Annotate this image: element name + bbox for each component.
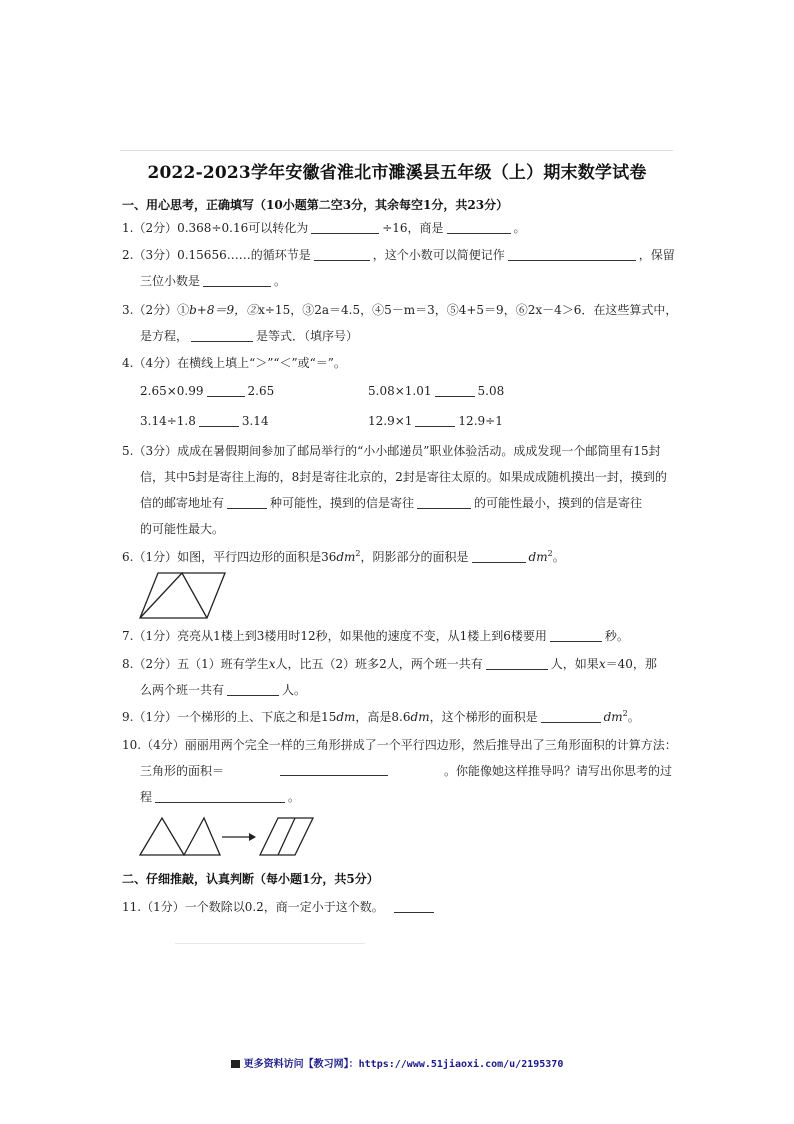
question-1: 1.（2分）0.368÷0.16可以转化为 ÷16，商是 。 bbox=[122, 221, 526, 235]
blank[interactable] bbox=[508, 248, 636, 261]
page-title: 2022-2023学年安徽省淮北市濉溪县五年级（上）期末数学试卷 bbox=[147, 163, 647, 183]
question-6: 6.（1分）如图，平行四边形的面积是$36dm^2$，阴影部分的面积是 $dm^2$。 bbox=[122, 549, 565, 564]
blank[interactable] bbox=[550, 629, 602, 642]
question-4: 4.（4分）在横线上填上“＞”“＜”或“＝”。 bbox=[122, 356, 346, 370]
blank[interactable] bbox=[191, 329, 253, 342]
blank[interactable] bbox=[447, 221, 511, 234]
question-10-line-2: 三角形的面积＝ 。你能像她这样推导吗？请写出你思考的过 bbox=[140, 764, 672, 778]
question-2: 2.（3分）0.15656……的循环节是 ，这个小数可以简便记作 ，保留 bbox=[122, 248, 675, 262]
footer-link[interactable]: 更多资料访问【教习网】：https://www.51jiaoxi.com/u/2195370 bbox=[243, 1059, 564, 1070]
question-3-cont: 是方程， 是等式．（填序号） bbox=[140, 329, 359, 343]
parallelogram-diagonal bbox=[278, 818, 295, 855]
question-3: 3.（2分）①b+8＝9，②x÷15，③2a＝4.5，④5－m＝3，⑤4+5＝9，⑥2x－4＞6．在这些算式中， bbox=[122, 303, 678, 317]
question-5-line-2: 信，其中5封是寄往上海的，8封是寄往北京的，2封是寄往太原的。如果成成随机摸出一封，摸到的 bbox=[140, 470, 667, 484]
bottom-rule bbox=[175, 943, 365, 944]
blank[interactable] bbox=[227, 496, 267, 509]
blank[interactable] bbox=[435, 384, 475, 397]
question-8: 8.（2分）五（1）班有学生x人，比五（2）班多2人，两个班一共有 人，如果x＝40，那 bbox=[122, 657, 657, 671]
question-5: 5.（3分）成成在暑假期间参加了邮局举行的“小小邮递员”职业体验活动。成成发现一个邮筒里有15封 bbox=[122, 444, 661, 458]
blank[interactable] bbox=[314, 248, 370, 261]
blank[interactable] bbox=[311, 221, 379, 234]
question-9: 9.（1分）一个梯形的上、下底之和是15dm，高是8.6dm，这个梯形的面积是 $dm^2$。 bbox=[122, 709, 640, 724]
blank[interactable] bbox=[394, 900, 434, 913]
blank[interactable] bbox=[199, 414, 239, 427]
section-2-heading: 二、仔细推敲，认真判断（每小题1分，共5分） bbox=[122, 872, 379, 886]
blank[interactable] bbox=[486, 657, 548, 670]
arrow-icon bbox=[249, 833, 256, 841]
question-5-line-4: 的可能性最大。 bbox=[140, 522, 225, 536]
question-2-cont: 三位小数是 。 bbox=[140, 274, 287, 288]
blank[interactable] bbox=[417, 496, 471, 509]
triangles-to-parallelogram-figure bbox=[138, 815, 318, 859]
flag-icon bbox=[231, 1060, 240, 1068]
question-5-line-3: 信的邮寄地址有 种可能性，摸到的信是寄往 的可能性最小，摸到的信是寄往 bbox=[140, 496, 643, 510]
section-1-heading: 一、用心思考，正确填写（10小题第二空3分，其余每空1分，共23分） bbox=[122, 198, 509, 212]
question-10: 10.（4分）丽丽用两个完全一样的三角形拼成了一个平行四边形，然后推导出了三角形面积的计算方法： bbox=[122, 738, 677, 752]
blank[interactable] bbox=[207, 384, 245, 397]
q4-item-1: 2.65×0.99 2.65 bbox=[140, 384, 275, 398]
question-10-line-3: 程 。 bbox=[140, 790, 301, 804]
blank[interactable] bbox=[227, 683, 279, 696]
shaded-triangle-edges bbox=[140, 573, 207, 618]
blank[interactable] bbox=[541, 710, 601, 723]
triangle-left bbox=[140, 818, 184, 855]
question-8-cont: 么两个班一共有 人。 bbox=[140, 683, 307, 697]
q4-item-2: 5.08×1.01 5.08 bbox=[368, 384, 505, 398]
blank[interactable] bbox=[280, 763, 388, 776]
blank[interactable] bbox=[203, 274, 271, 287]
footer[interactable] bbox=[0, 1055, 794, 1070]
q4-item-3: 3.14÷1.8 3.14 bbox=[140, 414, 269, 428]
triangle-right bbox=[184, 818, 220, 855]
blank[interactable] bbox=[472, 550, 526, 563]
blank[interactable] bbox=[415, 414, 455, 427]
blank[interactable] bbox=[155, 790, 285, 803]
parallelogram-outline bbox=[140, 573, 225, 618]
question-7: 7.（1分）亮亮从1楼上到3楼用时12秒，如果他的速度不变，从1楼上到6楼要用 秒。 bbox=[122, 629, 629, 643]
parallelogram-figure bbox=[138, 571, 228, 621]
top-rule bbox=[120, 150, 673, 151]
q4-item-4: 12.9×1 12.9÷1 bbox=[368, 414, 503, 428]
question-11: 11.（1分）一个数除以0.2，商一定小于这个数。 bbox=[122, 899, 677, 915]
